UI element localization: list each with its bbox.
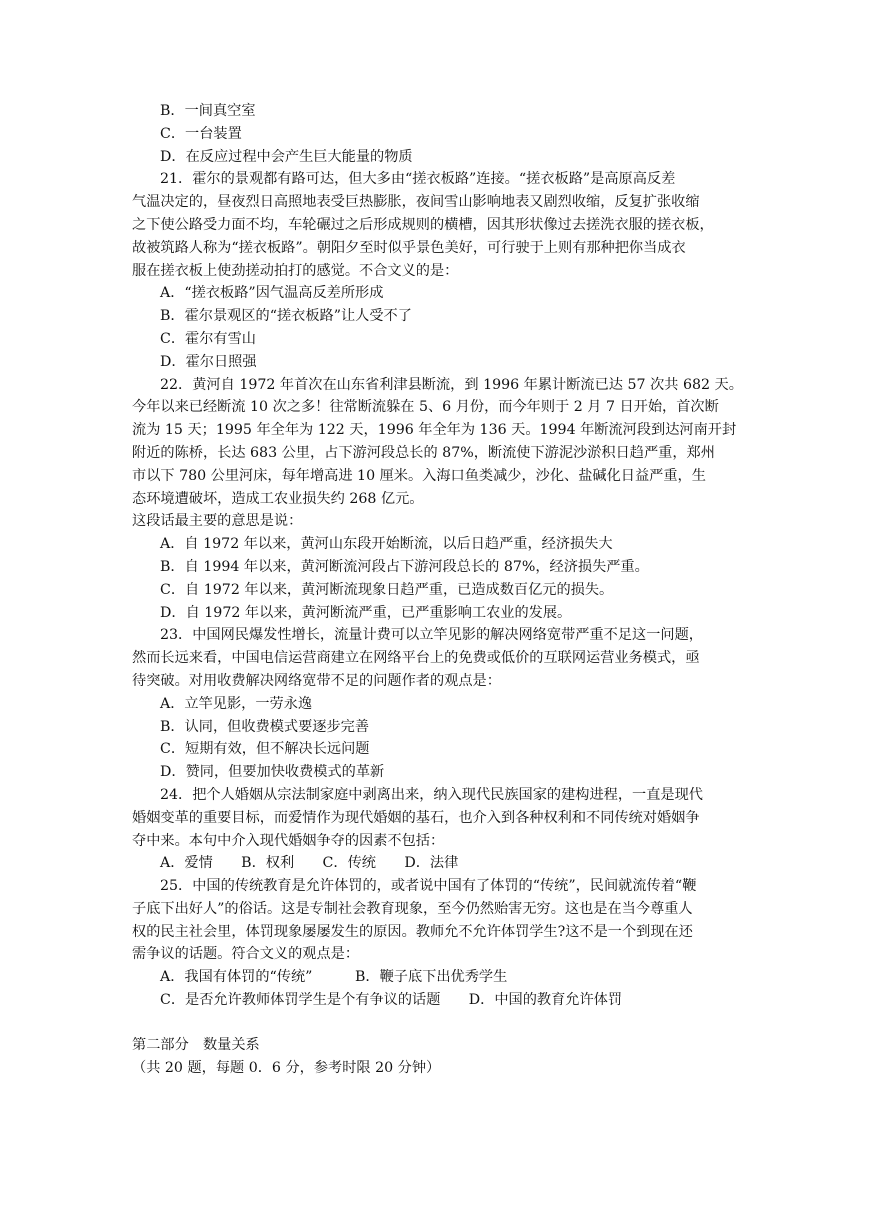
q23-option-d: D．赞同，但要加快收费模式的革新 (160, 764, 385, 781)
q22-stem-line: 附近的陈桥，长达 683 公里，占下游河段总长的 87%，断流使下游泥沙淤积日趋严重，郑州 (132, 444, 715, 461)
q24-options: A．爱情 B．权利 C．传统 D．法律 (160, 855, 459, 872)
q20-option-c: C．一台装置 (160, 125, 242, 142)
q21-stem-line: 服在搓衣板上使劲搓动拍打的感觉。不合文义的是： (132, 262, 459, 279)
q20-option-b: B．一间真空室 (160, 103, 256, 119)
q21-stem-line: 21．霍尔的景观都有路可达，但大多由“搓衣板路”连接。“搓衣板路”是高原高反差 (160, 171, 676, 188)
question-24 (132, 784, 703, 875)
q22-stem-line: 今年以来已经断流 10 次之多！往常断流躲在 5、6 月份，而今年则于 2 月 7 日开始，首次断 (132, 399, 719, 416)
question-23 (132, 624, 703, 784)
question-20-options (132, 100, 669, 168)
section-2-header (132, 1034, 669, 1080)
q20-option-d: D．在反应过程中会产生巨大能量的物质 (160, 148, 413, 165)
q22-option-c: C．自 1972 年以来，黄河断流现象日趋严重，已造成数百亿元的损失。 (160, 581, 614, 598)
q21-option-c: C．霍尔有雪山 (160, 330, 256, 347)
q21-stem-line: 之下使公路受力面不均，车轮碾过之后形成规则的横槽，因其形状像过去搓洗衣服的搓衣板， (132, 216, 714, 233)
q21-stem-line: 气温决定的，昼夜烈日高照地表受巨热膨胀，夜间雪山影响地表又剧烈收缩，反复扩张收缩 (132, 194, 700, 211)
q25-options-row-1: A．我国有体罚的“传统” B．鞭子底下出优秀学生 (160, 969, 508, 986)
q22-stem-line: 态环境遭破坏，造成工农业损失约 268 亿元。 (132, 490, 424, 507)
q25-stem-line: 25．中国的传统教育是允许体罚的，或者说中国有了体罚的“传统”，民间就流传着“鞭 (160, 878, 697, 895)
q23-option-b: B．认同，但收费模式要逐步完善 (160, 718, 370, 735)
q25-stem-line: 子底下出好人”的俗话。这是专制社会教育现象，至今仍然贻害无穷。这也是在当今尊重人 (132, 900, 693, 917)
question-22 (132, 374, 743, 625)
q21-option-b: B．霍尔景观区的“搓衣板路”让人受不了 (160, 308, 412, 325)
q22-option-b: B．自 1994 年以来，黄河断流河段占下游河段总长的 87%，经济损失严重。 (160, 558, 649, 575)
q22-stem-line: 22．黄河自 1972 年首次在山东省利津县断流，到 1996 年累计断流已达 57 次共 682 天。 (160, 376, 743, 393)
q22-stem-line: 流为 15 天；1995 年全年为 122 天，1996 年全年为 136 天。1994 年断流河段到达河南开封 (132, 422, 737, 439)
q22-stem-line: 市以下 780 公里河床，每年增高进 10 厘米。入海口鱼类减少，沙化、盐碱化日益严重，生 (132, 467, 706, 484)
q23-stem-line: 23．中国网民爆发性增长，流量计费可以立竿见影的解决网络宽带严重不足这一问题， (160, 627, 703, 644)
section-2-title: 第二部分 数量关系 (132, 1036, 260, 1053)
q22-option-a: A．自 1972 年以来，黄河山东段开始断流，以后日趋严重，经济损失大 (160, 536, 613, 553)
q23-option-c: C．短期有效，但不解决长远问题 (160, 741, 370, 758)
q21-stem-line: 故被筑路人称为“搓衣板路”。朝阳夕至时似乎景色美好，可行驶于上则有那种把你当成衣 (132, 239, 686, 256)
q25-stem-line: 需争议的话题。符合文义的观点是： (132, 946, 360, 963)
q25-options-row-2: C．是否允许教师体罚学生是个有争议的话题 D．中国的教育允许体罚 (160, 992, 623, 1009)
q24-stem-line: 婚姻变革的重要目标，而爱情作为现代婚姻的基石，也介入到各种权利和不同传统对婚姻争 (132, 809, 700, 826)
q25-stem-line: 权的民主社会里，体罚现象屡屡发生的原因。教师允不允许体罚学生?这不是一个到现在还 (132, 923, 693, 940)
q21-option-d: D．霍尔日照强 (160, 353, 257, 370)
q24-stem-line: 夺中来。本句中介入现代婚姻争夺的因素不包括： (132, 832, 445, 849)
q23-stem-line: 待突破。对用收费解决网络宽带不足的问题作者的观点是： (132, 672, 501, 689)
q21-option-a: A．“搓衣板路”因气温高反差所形成 (160, 285, 384, 302)
section-2-note: （共 20 题，每题 0．6 分，参考时限 20 分钟） (132, 1059, 441, 1076)
q23-stem-line: 然而长远来看，中国电信运营商建立在网络平台上的免费或低价的互联网运营业务模式，亟 (132, 650, 700, 667)
question-25 (132, 875, 697, 1012)
q24-stem-line: 24．把个人婚姻从宗法制家庭中剥离出来，纳入现代民族国家的建构进程，一直是现代 (160, 786, 703, 803)
question-21 (132, 168, 714, 373)
q22-prompt: 这段话最主要的意思是说： (132, 513, 303, 530)
q22-option-d: D．自 1972 年以来，黄河断流严重，已严重影响工农业的发展。 (160, 604, 572, 621)
q23-option-a: A．立竿见影，一劳永逸 (160, 695, 313, 712)
